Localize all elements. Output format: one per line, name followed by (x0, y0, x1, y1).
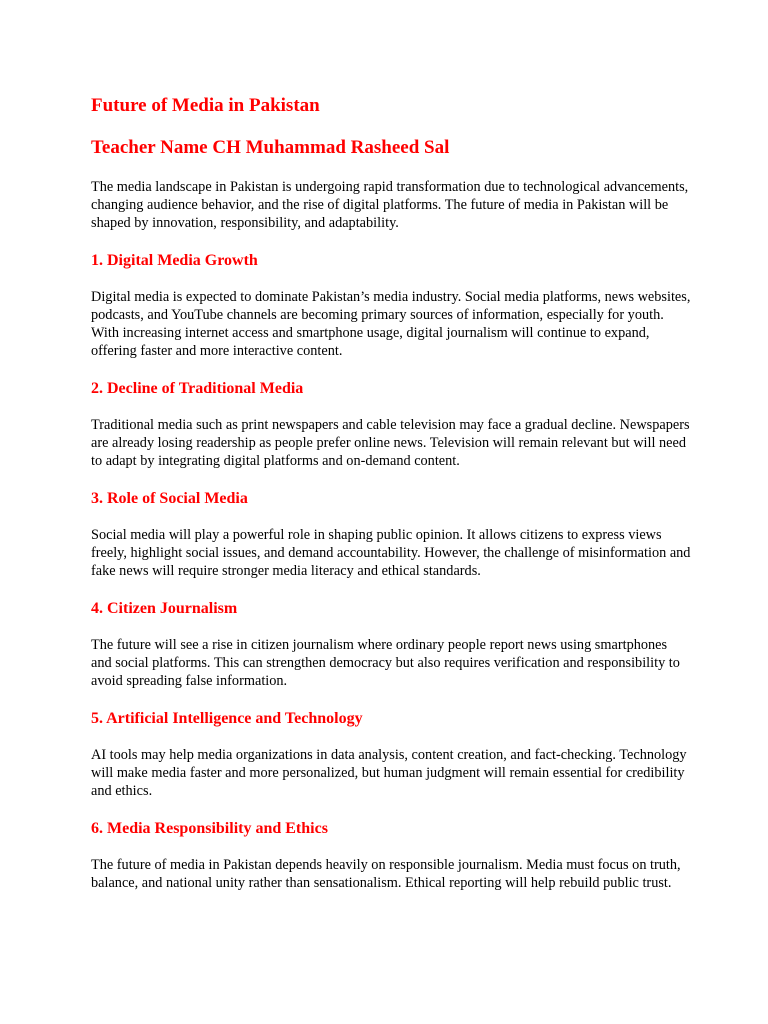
section-citizen-journalism (91, 599, 691, 690)
section-decline-traditional-media (91, 379, 691, 470)
intro-paragraph: The media landscape in Pakistan is undergoing rapid transformation due to technological advancements, changing audience behavior, and the rise of digital platforms. The future of media in Pakistan will be shaped by innovation, responsibility, and adaptability. (91, 179, 689, 231)
section-body: Digital media is expected to dominate Pakistan’s media industry. Social media platforms, news websites, podcasts, and YouTube channels are becoming primary sources of information, especially for youth. With increasing internet access and smartphone usage, digital journalism will continue to expand, offering faster and more interactive content. (91, 289, 691, 359)
section-body: AI tools may help media organizations in data analysis, content creation, and fact-checking. Technology will make media faster and more personalized, but human judgment will remain essential for credibility and ethics. (91, 747, 687, 799)
document-title: Future of Media in Pakistan (91, 95, 320, 116)
section-responsibility-ethics (91, 819, 691, 892)
section-heading: 4. Citizen Journalism (91, 600, 238, 617)
section-heading: 6. Media Responsibility and Ethics (91, 820, 328, 837)
section-heading: 3. Role of Social Media (91, 490, 248, 507)
section-digital-media-growth (91, 251, 691, 360)
section-ai-technology (91, 709, 691, 800)
section-heading: 1. Digital Media Growth (91, 252, 258, 269)
section-body: Traditional media such as print newspapers and cable television may face a gradual decline. Newspapers are already losing readership as people prefer online news. Television will remain relevant but will need to adapt by integrating digital platforms and on-demand content. (91, 417, 690, 469)
section-body: The future will see a rise in citizen journalism where ordinary people report news using smartphones and social platforms. This can strengthen democracy but also requires verification and responsibility to avoid spreading false information. (91, 637, 680, 689)
section-role-social-media (91, 489, 691, 580)
teacher-name: Teacher Name CH Muhammad Rasheed Sal (91, 137, 450, 158)
section-heading: 5. Artificial Intelligence and Technology (91, 710, 363, 727)
section-heading: 2. Decline of Traditional Media (91, 380, 304, 397)
document-page (91, 94, 691, 892)
section-body: Social media will play a powerful role in shaping public opinion. It allows citizens to express views freely, highlight social issues, and demand accountability. However, the challenge of misinformation and fake news will require stronger media literacy and ethical standards. (91, 527, 691, 579)
section-body: The future of media in Pakistan depends heavily on responsible journalism. Media must focus on truth, balance, and national unity rather than sensationalism. Ethical reporting will help rebuild public trust. (91, 857, 681, 891)
